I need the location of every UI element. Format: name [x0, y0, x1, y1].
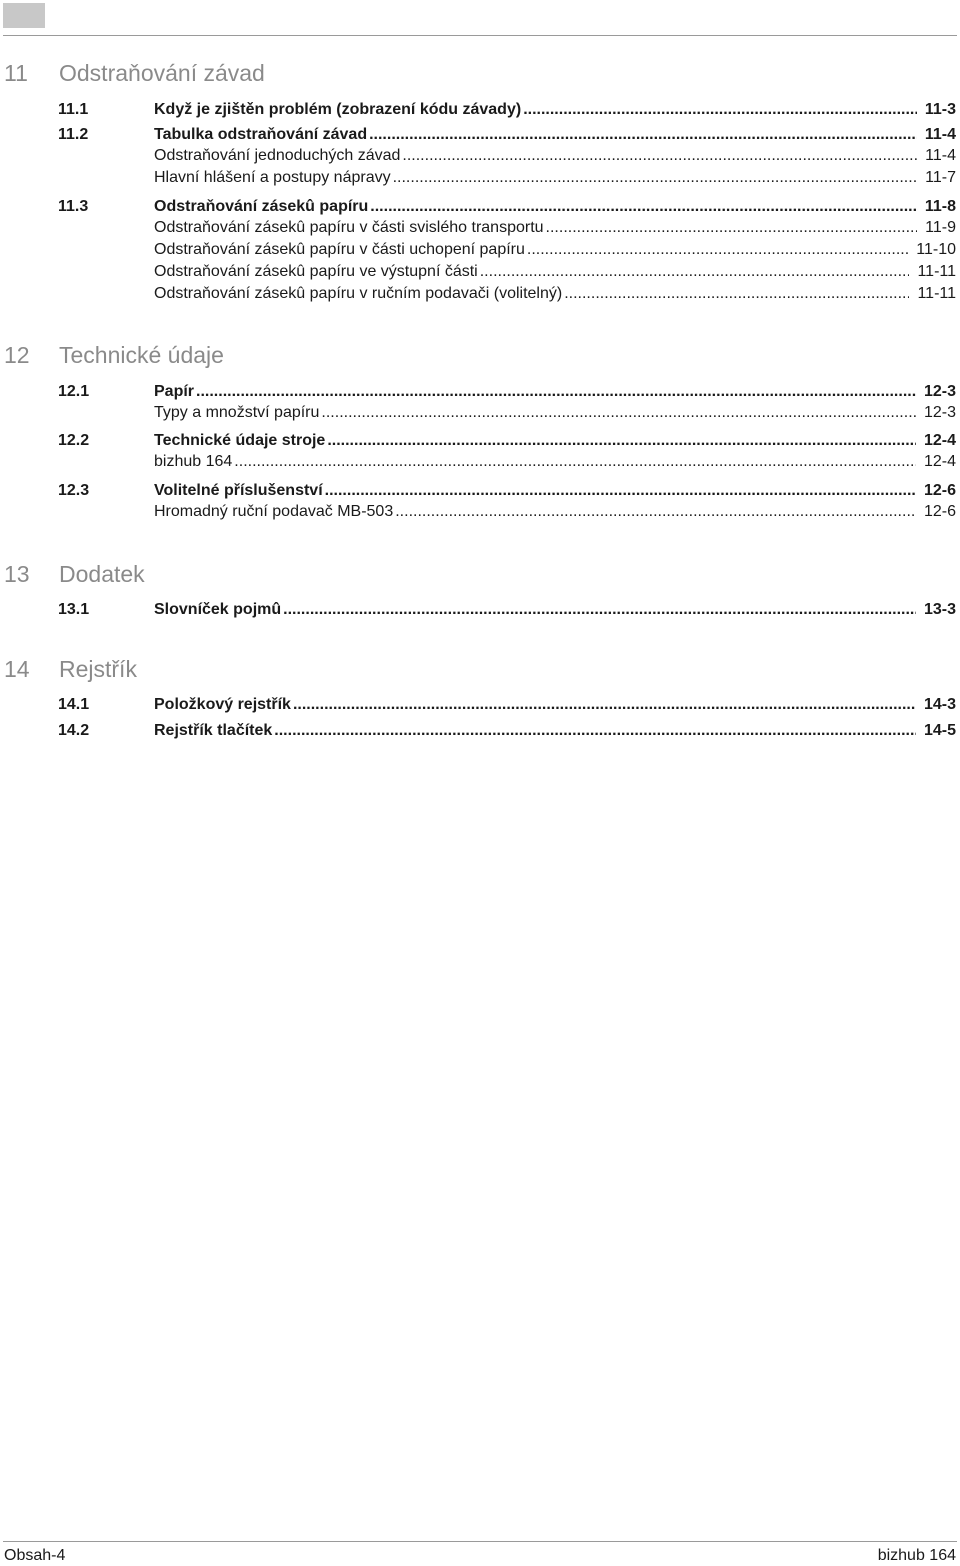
chapter-name: Rejstřík [59, 656, 137, 682]
section-number: 12.2 [58, 432, 90, 449]
section-number: 11.3 [58, 198, 89, 215]
leader-dots [327, 430, 916, 452]
page-number: 11-3 [924, 101, 956, 118]
chapter-title [4, 342, 224, 369]
page-number: 11-7 [925, 169, 956, 186]
leader-dots [196, 381, 916, 403]
leader-dots [480, 261, 910, 283]
toc-subentry[interactable] [154, 239, 956, 261]
entry-title: Hlavní hlášení a postupy nápravy [154, 169, 391, 186]
section-number: 14.2 [58, 722, 90, 739]
page-number: 12-4 [923, 453, 956, 470]
entry-title: Tabulka odstraňování závad [154, 126, 368, 143]
page-number: 14-5 [923, 722, 956, 739]
section-number: 12.3 [58, 482, 90, 499]
toc-subentry[interactable] [154, 145, 956, 167]
entry-title: Papír [154, 383, 195, 400]
chapter-number: 13 [4, 561, 30, 587]
chapter-number: 11 [4, 60, 28, 86]
leader-dots [321, 402, 916, 424]
toc-entry[interactable] [58, 694, 956, 716]
entry-title: Odstraňování zásekû papíru ve výstupní části [154, 263, 478, 280]
corner-tab [3, 3, 45, 28]
chapter-name: Technické údaje [59, 342, 224, 368]
entry-title: Odstraňování jednoduchých závad [154, 147, 401, 164]
leader-dots [393, 167, 918, 189]
entry-title: Odstraňování zásekû papíru v části uchopení papíru [154, 241, 525, 258]
leader-dots [369, 124, 917, 146]
page-number: 11-11 [917, 285, 956, 302]
section-number: 14.1 [58, 696, 90, 713]
chapter-title [4, 656, 137, 683]
entry-title: Odstraňování zásekû papíru v ručním podavači (volitelný) [154, 285, 563, 302]
entry-title: Technické údaje stroje [154, 432, 326, 449]
page-number: 11-4 [925, 147, 956, 164]
toc-subentry[interactable] [154, 217, 956, 239]
toc-entry[interactable] [58, 480, 956, 502]
page-number: 14-3 [923, 696, 956, 713]
chapter-number: 14 [4, 656, 30, 682]
toc-entry[interactable] [58, 99, 956, 121]
leader-dots [546, 217, 918, 239]
page-number: 11-11 [917, 263, 956, 280]
page-number: 11-10 [916, 241, 956, 258]
leader-dots [283, 599, 916, 621]
entry-title: Slovníček pojmû [154, 601, 282, 618]
toc-subentry[interactable] [154, 261, 956, 283]
toc-entry[interactable] [58, 381, 956, 403]
toc-entry[interactable] [58, 599, 956, 621]
entry-title: Rejstřík tlačítek [154, 722, 273, 739]
entry-title: Volitelné příslušenství [154, 482, 323, 499]
chapter-name: Odstraňování závad [59, 60, 265, 86]
leader-dots [274, 720, 916, 742]
leader-dots [234, 451, 916, 473]
footer-product-name: bizhub 164 [877, 1547, 956, 1564]
page-number: 11-9 [925, 219, 956, 236]
entry-title: Odstraňování zásekû papíru v části svislého transportu [154, 219, 544, 236]
entry-title: Hromadný ruční podavač MB-503 [154, 503, 394, 520]
toc-entry[interactable] [58, 196, 956, 218]
page-number: 11-8 [924, 198, 956, 215]
page-number: 12-4 [923, 432, 956, 449]
section-number: 12.1 [58, 383, 90, 400]
entry-title: Položkový rejstřík [154, 696, 291, 713]
chapter-name: Dodatek [59, 561, 145, 587]
toc-subentry[interactable] [154, 451, 956, 473]
page-number: 13-3 [923, 601, 956, 618]
footer-rule [3, 1541, 957, 1542]
page-number: 12-3 [923, 404, 956, 421]
leader-dots [564, 283, 909, 305]
leader-dots [527, 239, 908, 261]
page-number: 12-6 [923, 482, 956, 499]
entry-title: Typy a množství papíru [154, 404, 320, 421]
section-number: 11.1 [58, 101, 89, 118]
page-number: 12-3 [923, 383, 956, 400]
entry-title: Odstraňování zásekû papíru [154, 198, 369, 215]
toc-subentry[interactable] [154, 283, 956, 305]
leader-dots [370, 196, 917, 218]
toc-subentry[interactable] [154, 402, 956, 424]
header-rule [3, 35, 957, 36]
toc-subentry[interactable] [154, 501, 956, 523]
entry-title: Když je zjištěn problém (zobrazení kódu závady) [154, 101, 522, 118]
leader-dots [523, 99, 917, 121]
leader-dots [325, 480, 916, 502]
toc-entry[interactable] [58, 430, 956, 452]
page-number: 12-6 [923, 503, 956, 520]
toc-entry[interactable] [58, 124, 956, 146]
chapter-title [4, 60, 265, 87]
toc-subentry[interactable] [154, 167, 956, 189]
section-number: 13.1 [58, 601, 90, 618]
chapter-number: 12 [4, 342, 30, 368]
leader-dots [395, 501, 916, 523]
chapter-title [4, 561, 145, 588]
page-number: 11-4 [924, 126, 956, 143]
section-number: 11.2 [58, 126, 89, 143]
entry-title: bizhub 164 [154, 453, 233, 470]
toc-entry[interactable] [58, 720, 956, 742]
footer-page-label: Obsah-4 [4, 1547, 66, 1564]
leader-dots [293, 694, 916, 716]
leader-dots [402, 145, 917, 167]
